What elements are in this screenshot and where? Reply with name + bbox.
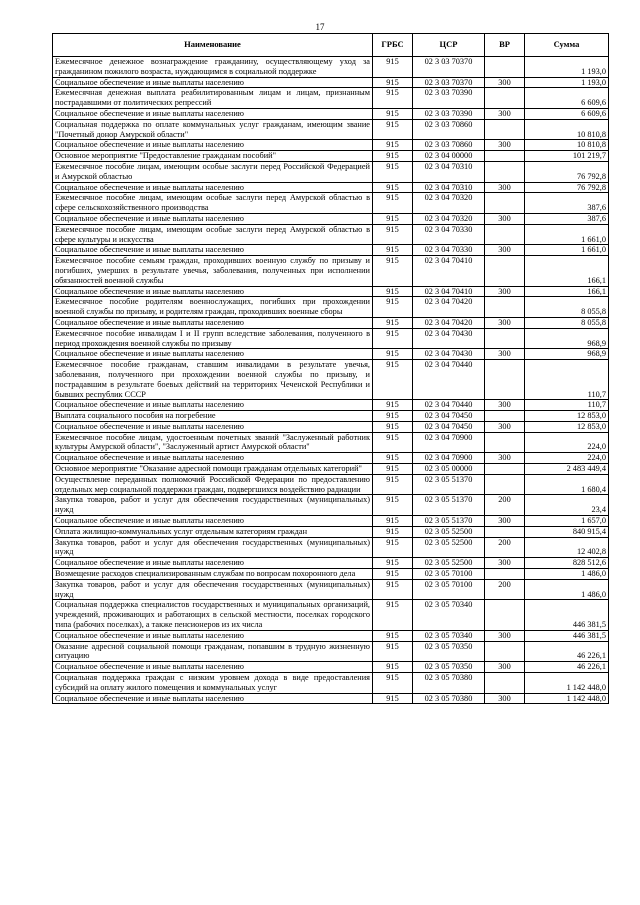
table-row [53,411,609,422]
table-row [53,245,609,256]
cell-vr: 300 [485,140,525,151]
cell-csr: 02 3 03 70860 [413,140,485,151]
cell-grbs: 915 [373,286,413,297]
cell-vr [485,256,525,286]
cell-sum: 12 402,8 [525,537,609,558]
table-header-row [53,34,609,57]
cell-vr [485,360,525,400]
cell-name: Ежемесячное пособие лицам, имеющим особые заслуги перед Амурской областью в сфере культуры и искусства [53,224,373,245]
cell-vr [485,600,525,630]
table-row [53,193,609,214]
cell-name: Социальное обеспечение и иные выплаты населению [53,516,373,527]
cell-csr: 02 3 05 52500 [413,558,485,569]
cell-sum: 1 486,0 [525,579,609,600]
cell-csr: 02 3 03 70390 [413,108,485,119]
cell-name: Ежемесячное пособие семьям граждан, проходивших военную службу по призыву и погибших, умерших в результате увечья, заболевания, полученных при исполнении обязанностей военной службы [53,256,373,286]
cell-vr: 300 [485,317,525,328]
cell-csr: 02 3 04 70440 [413,400,485,411]
table-row [53,662,609,673]
cell-name: Ежемесячная денежная выплата реабилитированным лицам и лицам, признанным пострадавшими от политических репрессий [53,88,373,109]
table-row [53,108,609,119]
header-sum: Сумма [525,34,609,57]
cell-name: Социальное обеспечение и иные выплаты населению [53,182,373,193]
cell-sum: 46 226,1 [525,641,609,662]
cell-grbs: 915 [373,182,413,193]
cell-sum: 76 792,8 [525,161,609,182]
cell-name: Социальное обеспечение и иные выплаты населению [53,140,373,151]
cell-grbs: 915 [373,328,413,349]
table-row [53,579,609,600]
table-row [53,673,609,694]
table-row [53,600,609,630]
cell-csr: 02 3 04 70310 [413,182,485,193]
budget-table [52,33,609,704]
cell-name: Осуществление переданных полномочий Российской Федерации по предоставлению отдельных мер социальной поддержки граждан, подвергшихся воздействию радиации [53,474,373,495]
cell-csr: 02 3 05 52500 [413,537,485,558]
cell-grbs: 915 [373,641,413,662]
cell-csr: 02 3 04 70410 [413,286,485,297]
table-row [53,495,609,516]
table-row [53,432,609,453]
cell-grbs: 915 [373,579,413,600]
cell-csr: 02 3 05 70340 [413,630,485,641]
cell-name: Ежемесячное денежное вознаграждение гражданину, осуществляющему уход за гражданином пожилого возраста, нуждающимся в социальной поддержке [53,57,373,78]
cell-grbs: 915 [373,495,413,516]
cell-csr: 02 3 03 70370 [413,77,485,88]
table-row [53,516,609,527]
cell-sum: 2 483 449,4 [525,464,609,475]
cell-vr [485,474,525,495]
cell-vr [485,88,525,109]
cell-vr [485,432,525,453]
cell-name: Закупка товаров, работ и услуг для обеспечения государственных (муниципальных) нужд [53,579,373,600]
cell-grbs: 915 [373,161,413,182]
table-row [53,297,609,318]
cell-vr [485,673,525,694]
cell-grbs: 915 [373,256,413,286]
cell-grbs: 915 [373,57,413,78]
cell-csr: 02 3 04 70330 [413,245,485,256]
cell-vr: 200 [485,579,525,600]
cell-sum: 12 853,0 [525,411,609,422]
cell-csr: 02 3 05 70100 [413,579,485,600]
cell-grbs: 915 [373,432,413,453]
table-row [53,57,609,78]
cell-sum: 166,1 [525,286,609,297]
cell-name: Ежемесячное пособие гражданам, ставшим инвалидами в результате увечья, заболевания, полученного при прохождении военной службы по призыву, и пострадавшим в результате боевых действий на территориях Чеченской Республики и бывших республик СССР [53,360,373,400]
cell-sum: 10 810,8 [525,119,609,140]
cell-sum: 1 486,0 [525,569,609,580]
cell-csr: 02 3 05 00000 [413,464,485,475]
cell-sum: 387,6 [525,193,609,214]
cell-sum: 1 661,0 [525,224,609,245]
cell-csr: 02 3 04 70450 [413,411,485,422]
cell-name: Социальное обеспечение и иные выплаты населению [53,400,373,411]
table-body [53,57,609,704]
cell-csr: 02 3 04 70320 [413,193,485,214]
cell-grbs: 915 [373,464,413,475]
cell-grbs: 915 [373,516,413,527]
cell-csr: 02 3 03 70860 [413,119,485,140]
cell-vr [485,224,525,245]
cell-csr: 02 3 04 70420 [413,297,485,318]
cell-vr [485,297,525,318]
cell-vr [485,57,525,78]
cell-csr: 02 3 05 51370 [413,516,485,527]
cell-name: Социальное обеспечение и иные выплаты населению [53,662,373,673]
cell-name: Социальное обеспечение и иные выплаты населению [53,349,373,360]
cell-vr: 300 [485,213,525,224]
cell-csr: 02 3 05 51370 [413,474,485,495]
cell-sum: 110,7 [525,360,609,400]
table-row [53,630,609,641]
cell-name: Оплата жилищно-коммунальных услуг отдельным категориям граждан [53,526,373,537]
cell-grbs: 915 [373,108,413,119]
cell-name: Социальное обеспечение и иные выплаты населению [53,213,373,224]
header-grbs: ГРБС [373,34,413,57]
cell-csr: 02 3 05 70100 [413,569,485,580]
table-row [53,328,609,349]
cell-sum: 1 680,4 [525,474,609,495]
table-row [53,641,609,662]
cell-csr: 02 3 04 70420 [413,317,485,328]
page-number: 17 [315,22,325,32]
cell-vr: 200 [485,495,525,516]
cell-grbs: 915 [373,400,413,411]
cell-name: Основное мероприятие "Предоставление гражданам пособий" [53,151,373,162]
cell-vr: 300 [485,349,525,360]
cell-sum: 1 193,0 [525,77,609,88]
cell-csr: 02 3 05 70350 [413,641,485,662]
cell-name: Ежемесячное пособие лицам, имеющим особые заслуги перед Российской Федерацией и Амурской областью [53,161,373,182]
cell-name: Основное мероприятие "Оказание адресной помощи гражданам отдельных категорий" [53,464,373,475]
cell-vr: 300 [485,453,525,464]
cell-vr: 300 [485,245,525,256]
table-row [53,569,609,580]
cell-grbs: 915 [373,88,413,109]
cell-sum: 828 512,6 [525,558,609,569]
cell-sum: 76 792,8 [525,182,609,193]
cell-grbs: 915 [373,213,413,224]
cell-sum: 387,6 [525,213,609,224]
cell-name: Социальное обеспечение и иные выплаты населению [53,630,373,641]
table-row [53,182,609,193]
table-row [53,286,609,297]
cell-vr: 300 [485,516,525,527]
cell-sum: 446 381,5 [525,630,609,641]
cell-grbs: 915 [373,474,413,495]
table-row [53,360,609,400]
header-csr: ЦСР [413,34,485,57]
table-row [53,400,609,411]
cell-grbs: 915 [373,526,413,537]
cell-csr: 02 3 05 52500 [413,526,485,537]
cell-sum: 968,9 [525,328,609,349]
cell-sum: 1 142 448,0 [525,693,609,704]
cell-grbs: 915 [373,140,413,151]
cell-grbs: 915 [373,224,413,245]
table-row [53,88,609,109]
cell-grbs: 915 [373,245,413,256]
cell-grbs: 915 [373,630,413,641]
cell-sum: 110,7 [525,400,609,411]
cell-vr: 300 [485,558,525,569]
cell-grbs: 915 [373,453,413,464]
cell-name: Возмещение расходов специализированным службам по вопросам похоронного дела [53,569,373,580]
cell-name: Ежемесячное пособие лицам, имеющим особые заслуги перед Амурской областью в сфере сельскохозяйственного производства [53,193,373,214]
cell-csr: 02 3 04 70320 [413,213,485,224]
cell-vr [485,411,525,422]
cell-vr: 300 [485,421,525,432]
cell-grbs: 915 [373,569,413,580]
cell-grbs: 915 [373,673,413,694]
cell-vr [485,569,525,580]
cell-sum: 446 381,5 [525,600,609,630]
cell-name: Социальное обеспечение и иные выплаты населению [53,245,373,256]
cell-sum: 166,1 [525,256,609,286]
cell-csr: 02 3 04 00000 [413,151,485,162]
cell-grbs: 915 [373,360,413,400]
cell-name: Ежемесячное пособие лицам, удостоенным почетных званий "Заслуженный работник культуры Амурской области", "Заслуженный артист Амурской области" [53,432,373,453]
cell-grbs: 915 [373,151,413,162]
cell-name: Ежемесячное пособие инвалидам I и II групп вследствие заболевания, полученного в период прохождения военной службы по призыву [53,328,373,349]
cell-sum: 8 055,8 [525,297,609,318]
cell-name: Социальное обеспечение и иные выплаты населению [53,558,373,569]
table-row [53,537,609,558]
cell-grbs: 915 [373,558,413,569]
table-row [53,693,609,704]
cell-grbs: 915 [373,421,413,432]
header-vr: ВР [485,34,525,57]
cell-name: Ежемесячное пособие родителям военнослужащих, погибших при прохождении военной службы по призыву, и родителям граждан, проходивших военные сборы [53,297,373,318]
cell-sum: 23,4 [525,495,609,516]
cell-sum: 224,0 [525,432,609,453]
table-row [53,140,609,151]
cell-sum: 6 609,6 [525,88,609,109]
cell-sum: 1 142 448,0 [525,673,609,694]
cell-vr [485,641,525,662]
cell-grbs: 915 [373,297,413,318]
cell-csr: 02 3 04 70330 [413,224,485,245]
cell-vr: 300 [485,182,525,193]
table-row [53,151,609,162]
cell-grbs: 915 [373,77,413,88]
cell-vr: 200 [485,537,525,558]
cell-sum: 12 853,0 [525,421,609,432]
cell-name: Социальное обеспечение и иные выплаты населению [53,421,373,432]
cell-vr: 300 [485,400,525,411]
cell-vr [485,526,525,537]
cell-sum: 968,9 [525,349,609,360]
table-row [53,213,609,224]
cell-grbs: 915 [373,349,413,360]
cell-csr: 02 3 04 70450 [413,421,485,432]
table-row [53,317,609,328]
cell-sum: 6 609,6 [525,108,609,119]
cell-csr: 02 3 04 70430 [413,349,485,360]
cell-name: Социальное обеспечение и иные выплаты населению [53,286,373,297]
cell-csr: 02 3 04 70900 [413,453,485,464]
table-row [53,421,609,432]
cell-sum: 10 810,8 [525,140,609,151]
cell-name: Выплата социального пособия на погребение [53,411,373,422]
cell-vr [485,464,525,475]
cell-name: Социальная поддержка граждан с низким уровнем дохода в виде предоставления субсидий на оплату жилого помещения и коммунальных услуг [53,673,373,694]
cell-grbs: 915 [373,600,413,630]
cell-csr: 02 3 04 70900 [413,432,485,453]
cell-vr: 300 [485,630,525,641]
cell-vr [485,151,525,162]
cell-csr: 02 3 05 70350 [413,662,485,673]
cell-vr [485,119,525,140]
cell-grbs: 915 [373,119,413,140]
cell-grbs: 915 [373,662,413,673]
cell-vr: 300 [485,77,525,88]
cell-name: Социальное обеспечение и иные выплаты населению [53,77,373,88]
cell-csr: 02 3 04 70430 [413,328,485,349]
cell-vr [485,193,525,214]
cell-sum: 840 915,4 [525,526,609,537]
cell-vr: 300 [485,662,525,673]
cell-vr [485,161,525,182]
cell-name: Социальное обеспечение и иные выплаты населению [53,453,373,464]
cell-csr: 02 3 03 70390 [413,88,485,109]
cell-csr: 02 3 05 70380 [413,673,485,694]
cell-csr: 02 3 04 70310 [413,161,485,182]
cell-csr: 02 3 03 70370 [413,57,485,78]
cell-grbs: 915 [373,537,413,558]
cell-csr: 02 3 05 51370 [413,495,485,516]
cell-grbs: 915 [373,317,413,328]
table-row [53,349,609,360]
cell-vr: 300 [485,286,525,297]
cell-sum: 1 657,0 [525,516,609,527]
cell-csr: 02 3 05 70340 [413,600,485,630]
table-row [53,224,609,245]
table-row [53,526,609,537]
cell-vr: 300 [485,108,525,119]
table-row [53,161,609,182]
cell-sum: 1 661,0 [525,245,609,256]
cell-grbs: 915 [373,693,413,704]
cell-csr: 02 3 05 70380 [413,693,485,704]
cell-name: Закупка товаров, работ и услуг для обеспечения государственных (муниципальных) нужд [53,495,373,516]
table-row [53,474,609,495]
cell-csr: 02 3 04 70440 [413,360,485,400]
header-name: Наименование [53,34,373,57]
cell-name: Оказание адресной социальной помощи гражданам, попавшим в трудную жизненную ситуацию [53,641,373,662]
cell-grbs: 915 [373,193,413,214]
cell-csr: 02 3 04 70410 [413,256,485,286]
cell-sum: 224,0 [525,453,609,464]
cell-name: Социальная поддержка специалистов государственных и муниципальных организаций, учреждений, проживающих и работающих в сельской местности, поселках городского типа (рабочих поселках), а также пенсионеров из их числа [53,600,373,630]
cell-vr: 300 [485,693,525,704]
cell-sum: 1 193,0 [525,57,609,78]
table-row [53,119,609,140]
cell-sum: 101 219,7 [525,151,609,162]
cell-vr [485,328,525,349]
cell-sum: 46 226,1 [525,662,609,673]
cell-name: Социальное обеспечение и иные выплаты населению [53,317,373,328]
cell-name: Социальное обеспечение и иные выплаты населению [53,693,373,704]
cell-sum: 8 055,8 [525,317,609,328]
cell-name: Социальная поддержка по оплате коммунальных услуг гражданам, имеющим звание "Почетный донор Амурской области" [53,119,373,140]
table-row [53,464,609,475]
cell-grbs: 915 [373,411,413,422]
cell-name: Закупка товаров, работ и услуг для обеспечения государственных (муниципальных) нужд [53,537,373,558]
table-row [53,558,609,569]
table-row [53,453,609,464]
cell-name: Социальное обеспечение и иные выплаты населению [53,108,373,119]
table-row [53,77,609,88]
table-row [53,256,609,286]
